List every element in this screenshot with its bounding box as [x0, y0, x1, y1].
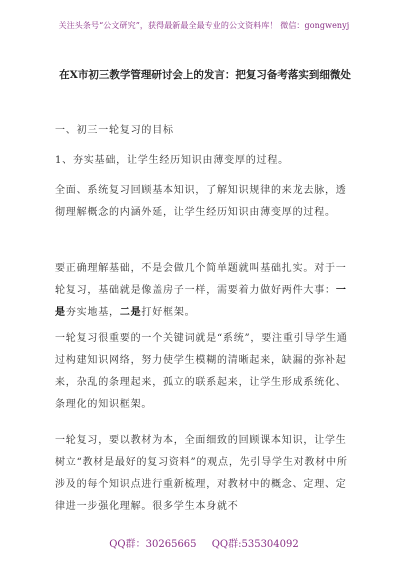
- section-heading: 一、初三一轮复习的目标: [55, 125, 174, 136]
- point-one: 1、夯实基础，让学生经历知识由薄变厚的过程。: [55, 155, 289, 166]
- paragraph-3: 一轮复习很重要的一个关键词就是“系统”，要注重引导学生通过构建知识网络，努力使学生模糊的清晰起来，缺漏的弥补起来，杂乱的条理起来，孤立的联系起来，让学生形成系统化、条理化的知识框架。: [55, 333, 348, 410]
- footer-qq-group-2: QQ群:535304092: [211, 539, 299, 550]
- header-note: 关注头条号“公文研究”，获得最新最全最专业的公文资料库！ 微信：gongwenyj: [58, 21, 350, 30]
- footer: [0, 535, 408, 550]
- footer-qq-group-1: QQ群：30265665: [109, 539, 197, 550]
- paragraph-2-mid: 夯实地基，: [65, 307, 120, 318]
- paragraph-2-end: 打好框架。: [141, 307, 196, 318]
- paragraph-4: 一轮复习，要以教材为本，全面细致的回顾课本知识，让学生树立“教材是最好的复习资料”的观点，先引导学生对教材中所涉及的每个知识点进行重新梳理，对教材中的概念、定理、定律进一步强化理解。很多学生本身就不: [55, 435, 348, 512]
- paragraph-1: 全面、系统复习回顾基本知识，了解知识规律的来龙去脉，透彻理解概念的内涵外延，让学生经历知识由薄变厚的过程。: [55, 185, 347, 218]
- page-title: 在X市初三教学管理研讨会上的发言：把复习备考落实到细微处: [59, 69, 351, 81]
- paragraph-2-bold-two: 二是: [119, 307, 142, 318]
- paragraph-2: [55, 258, 355, 324]
- paragraph-2-bold-one: 一是: [55, 285, 347, 318]
- paragraph-2-intro: 要正确理解基础，不是会做几个简单题就叫基础扎实。对于一轮复习，基础就是像盖房子一样，需要着力做好两件大事：: [55, 263, 347, 296]
